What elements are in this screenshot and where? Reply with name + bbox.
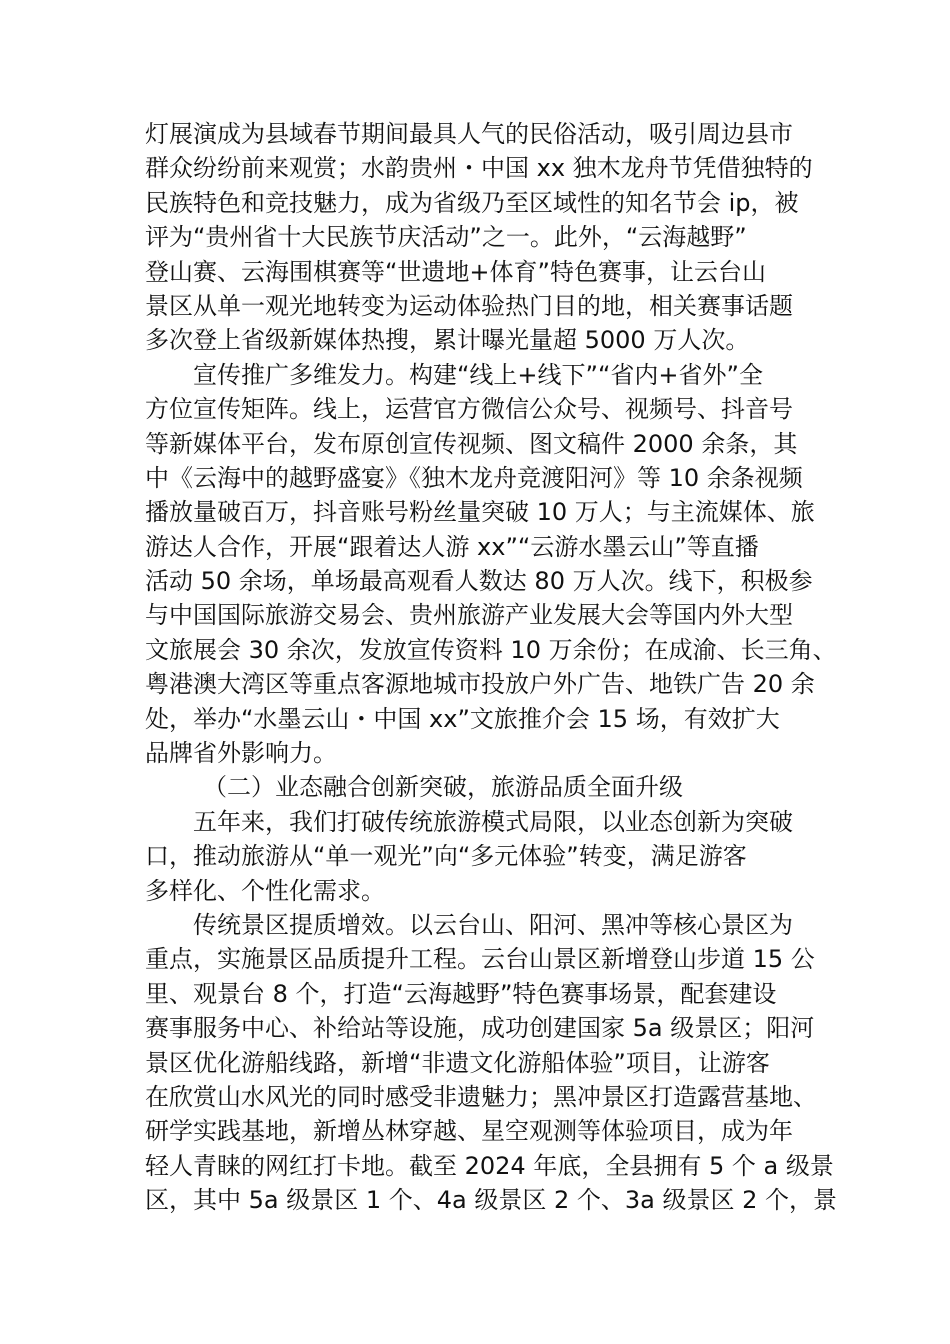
- text-line: 粤港澳大湾区等重点客源地城市投放户外广告、地铁广告 20 余: [145, 670, 815, 699]
- text-line: 区，其中 5a 级景区 1 个、4a 级景区 2 个、3a 级景区 2 个，景: [145, 1186, 838, 1215]
- text-line: 播放量破百万，抖音账号粉丝量突破 10 万人；与主流媒体、旅: [145, 498, 815, 527]
- section-heading-text: （二）业态融合创新突破，旅游品质全面升级: [203, 773, 683, 802]
- text-line: 方位宣传矩阵。线上，运营官方微信公众号、视频号、抖音号: [145, 395, 793, 424]
- text-line: 宣传推广多维发力。构建“线上+线下”“省内+省外”全: [193, 360, 763, 389]
- text-line: 中《云海中的越野盛宴》《独木龙舟竞渡阳河》等 10 余条视频: [145, 463, 803, 492]
- paragraph-festival-events: [145, 117, 813, 358]
- text-line: 在欣赏山水风光的同时感受非遗魅力；黑冲景区打造露营基地、: [145, 1082, 817, 1111]
- text-line: 口，推动旅游从“单一观光”向“多元体验”转变，满足游客: [145, 842, 747, 871]
- text-line: 重点，实施景区品质提升工程。云台山景区新增登山步道 15 公: [145, 945, 815, 974]
- paragraph-scenic-upgrade: [145, 908, 838, 1218]
- text-line: 处，举办“水墨云山・中国 xx”文旅推介会 15 场，有效扩大: [145, 704, 780, 733]
- paragraph-intro-innovation: [145, 805, 810, 908]
- text-line: 轻人青睐的网红打卡地。截至 2024 年底，全县拥有 5 个 a 级景: [145, 1151, 834, 1180]
- text-line: 研学实践基地，新增丛林穿越、星空观测等体验项目，成为年: [145, 1117, 793, 1146]
- text-line: 多样化、个性化需求。: [145, 876, 385, 905]
- text-line: 赛事服务中心、补给站等设施，成功创建国家 5a 级景区；阳河: [145, 1014, 815, 1043]
- text-line: 五年来，我们打破传统旅游模式局限，以业态创新为突破: [193, 807, 793, 836]
- text-line: 活动 50 余场，单场最高观看人数达 80 万人次。线下，积极参: [145, 567, 813, 596]
- text-line: 里、观景台 8 个，打造“云海越野”特色赛事场景，配套建设: [145, 979, 777, 1008]
- text-line: 多次登上省级新媒体热搜，累计曝光量超 5000 万人次。: [145, 326, 750, 355]
- text-line: 传统景区提质增效。以云台山、阳河、黑冲等核心景区为: [193, 910, 793, 939]
- text-line: 等新媒体平台，发布原创宣传视频、图文稿件 2000 余条，其: [145, 429, 798, 458]
- text-line: 景区从单一观光地转变为运动体验热门目的地，相关赛事话题: [145, 291, 793, 320]
- text-line: 登山赛、云海围棋赛等“世遗地+体育”特色赛事，让云台山: [145, 257, 766, 286]
- text-line: 品牌省外影响力。: [145, 739, 337, 768]
- text-line: 灯展演成为县域春节期间最具人气的民俗活动，吸引周边县市: [145, 120, 793, 148]
- paragraph-promotion: [145, 358, 837, 771]
- text-line: 文旅展会 30 余次，发放宣传资料 10 万余份；在成渝、长三角、: [145, 635, 837, 664]
- text-line: 景区优化游船线路，新增“非遗文化游船体验”项目，让游客: [145, 1048, 770, 1077]
- text-line: 民族特色和竞技魅力，成为省级乃至区域性的知名节会 ip，被: [145, 188, 799, 217]
- text-line: 游达人合作，开展“跟着达人游 xx”“云游水墨云山”等直播: [145, 532, 759, 561]
- text-line: 评为“贵州省十大民族节庆活动”之一。此外，“云海越野”: [145, 223, 747, 252]
- text-line: 群众纷纷前来观赏；水韵贵州・中国 xx 独木龙舟节凭借独特的: [145, 154, 813, 183]
- text-line: 与中国国际旅游交易会、贵州旅游产业发展大会等国内外大型: [145, 601, 793, 630]
- document-body: [145, 117, 838, 1218]
- section-heading: [145, 770, 810, 804]
